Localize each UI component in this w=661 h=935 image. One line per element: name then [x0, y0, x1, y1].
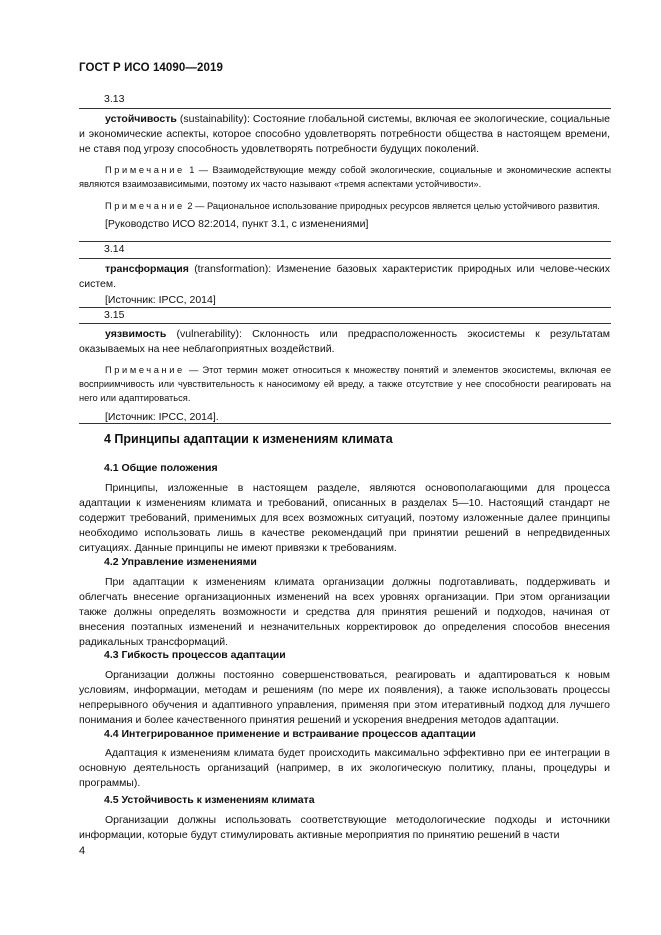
term-name: трансформация	[105, 263, 189, 275]
note-label: Примечание	[105, 165, 185, 175]
subsection-body: При адаптации к изменениям климата организации должны подготавливать, поддерживать и облегчать внесение организационных изменений на всех уровнях организации. При этом организации также должны определять возможности и средства для принятия решений и подходов, начиная от внесения поэтапных изменений и незначительных корректировок до определения способов внесения радикальных трансформаций.	[79, 576, 610, 648]
term-entry-3-13	[79, 108, 611, 242]
term-entry-3-15	[79, 323, 611, 424]
subsection-title: 4.5 Устойчивость к изменениям климата	[104, 794, 315, 806]
subsection-title: 4.3 Гибкость процессов адаптации	[104, 649, 286, 661]
term-note: Примечание — Этот термин может относиться к множеству понятий и элементов экосистемы, включая ее восприимчивость или чувствительность к наносимому ей вреду, а также отсутствие у нее способности реагировать на него или адаптироваться.	[79, 365, 611, 403]
term-name: уязвимость	[105, 328, 167, 340]
term-definition: устойчивость (sustainability): Состояние глобальной системы, включая ее экологические, социальные и экономические аспекты, которое способно удовлетворять потребности общества в настоящем времени, не ставя под угрозу способность удовлетворять потребности будущих поколений.	[79, 113, 610, 155]
term-definition: уязвимость (vulnerability): Склонность или предрасположенность экосистемы к результатам оказываемых на нее неблагоприятных воздействий.	[79, 328, 610, 355]
term-entry-3-14	[79, 258, 611, 308]
subsection-body: Организации должны постоянно совершенствоваться, реагировать и адаптироваться к новым условиям, информации, методам и решениям (по мере их появления), а также использовать процессы непрерывного обучения и адаптивного управления, применяя при этом итеративный подход для лучшего понимания и более качественного принятия решений и ускорения внедрения методов адаптации.	[79, 669, 610, 726]
term-source: [Источник: IPCC, 2014].	[105, 411, 219, 423]
subsection-title: 4.2 Управление изменениями	[104, 556, 257, 568]
term-note: Примечание 2 — Рациональное использование природных ресурсов является целью устойчивого развития.	[105, 201, 600, 211]
term-note: Примечание 1 — Взаимодействующие между собой экологические, социальные и экономические аспекты являются взаимозависимыми, поэтому их часто называют «тремя аспектами устойчивости».	[79, 165, 611, 189]
subsection-title: 4.4 Интегрированное применение и встраивание процессов адаптации	[104, 728, 476, 740]
term-number: 3.15	[104, 309, 125, 321]
term-number: 3.13	[104, 93, 125, 105]
note-label: Примечание	[105, 201, 185, 211]
term-source: [Источник: IPCC, 2014]	[105, 294, 216, 306]
section-title: 4 Принципы адаптации к изменениям климата	[104, 432, 393, 446]
subsection-body: Организации должны использовать соответствующие методологические подходы и источники информации, которые будут стимулировать активные мероприятия по принятию решений в части	[79, 814, 610, 841]
subsection-title: 4.1 Общие положения	[104, 462, 218, 474]
page-number: 4	[79, 845, 86, 857]
document-header: ГОСТ Р ИСО 14090—2019	[79, 62, 224, 74]
term-number: 3.14	[104, 243, 125, 255]
term-definition: трансформация (transformation): Изменение базовых характеристик природных или челове-ческих систем.	[79, 263, 610, 290]
note-label: Примечание	[105, 365, 185, 375]
term-source: [Руководство ИСО 82:2014, пункт 3.1, с изменениями]	[105, 218, 369, 230]
term-name: устойчивость	[105, 113, 177, 125]
subsection-body: Адаптация к изменениям климата будет происходить максимально эффективно при ее интеграции в основную деятельность организаций (например, в их экологическую политику, планы, процедуры и программы).	[79, 747, 610, 789]
subsection-body: Принципы, изложенные в настоящем разделе, являются основополагающими для процесса адаптации к изменениям климата и требований, описанных в разделах 5—10. Настоящий стандарт не содержит требований, применимых для всех возможных ситуаций, поэтому изложенные далее принципы необходимо использовать лишь в качестве рекомендаций при принятии решений в непредвиденных ситуациях. Данные принципы не имеют привязки к требованиям.	[79, 482, 610, 554]
